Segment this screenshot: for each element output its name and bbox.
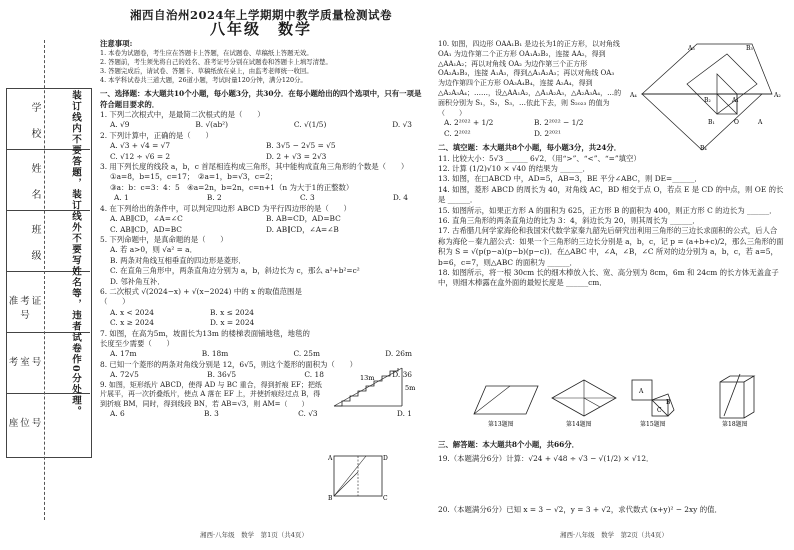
question-11: 11. 比较大小：5√3 ______ 6√2．（用“>”、“<”、“=”填空）	[438, 153, 641, 163]
q8-option-c: C. 18	[304, 370, 324, 380]
q3-option-b: B. 2	[206, 193, 222, 203]
q2-option-c: C. √12 ÷ √6 = 2	[110, 151, 171, 161]
q10-option-c: C. 2²⁰²²	[444, 128, 471, 138]
q3-options	[100, 193, 422, 203]
q6-options	[100, 308, 422, 329]
section3-block	[438, 440, 784, 515]
q5-option-a: A. 若 a>0，则 √a² = a．	[110, 245, 197, 255]
q18-caption: 第18题图	[722, 421, 748, 428]
question-18: 18. 如图所示，将一根 30cm 长的细木棒放入长、宽、高分别为 8cm，6m 和 24cm 的长方体无盖盒子中，则细木棒露在盒外面的最短长度是 ______cm．	[438, 268, 779, 288]
q2-options	[100, 141, 422, 162]
q7-option-b: B. 18m	[201, 349, 229, 359]
notice-4: 4. 本学科试卷共三道大题，26道小题，考试时量120分钟，满分120分。	[100, 76, 307, 85]
q9-option-d: D. 1	[396, 409, 412, 419]
question-3: 3. 用下列长度的线段 a，b，c 首尾相连构成三角形，其中能构成直角三角形的个数是（ ）	[100, 162, 409, 172]
exam-subtitle: 八年级 数学	[209, 20, 312, 39]
binding-line	[44, 40, 45, 520]
q13-caption: 第13题图	[488, 421, 514, 428]
q5-option-d: D. 邻补角互补．	[110, 276, 165, 286]
q3-option-c: C. 3	[299, 193, 315, 203]
q8-option-d: D. 36	[392, 370, 412, 380]
q7-label-height: 5m	[405, 384, 416, 392]
binding-warning: 装订线内不要答题，装订线外不要写姓名等，违者试卷作0分处理。	[70, 90, 81, 418]
q3-option-a: A. 1	[114, 193, 129, 203]
svg-text:A: A	[328, 455, 333, 462]
q2-option-d: D. 2 + √3 = 2√3	[266, 151, 327, 161]
question-12: 12. 计算 (1/2)√10 × √40 的结果为 ______．	[438, 164, 590, 173]
question-9: 9. 如图，矩形纸片 ABCD，使得 AD 与 BC 重合，得到折痕 EF；把纸片展平，再一次折叠纸片，使点 A 落在 EF 上，并使折痕经过点 B，得到折痕 BM，同时，得到线段 BN，若 AB=√3，则 AM=（ ）	[100, 380, 322, 408]
q3-option-d: D. 4	[392, 193, 408, 203]
exam-number-label: 准考证号	[8, 296, 44, 321]
q4-option-b: B. AB=CD，AD=BC	[266, 214, 341, 224]
question-8: 8. 已知一个菱形的两条对角线分别是 12，6√5，则这个菱形的面积为（ ）	[100, 359, 357, 369]
q9-options	[100, 409, 422, 419]
svg-text:B₃: B₃	[746, 45, 753, 52]
q1-option-a: A. √9	[110, 120, 130, 130]
name-label: 姓 名	[29, 163, 40, 202]
q9-rectangle-figure	[328, 452, 388, 500]
school-label: 学 校	[29, 102, 40, 141]
svg-text:C: C	[657, 407, 662, 414]
q10-option-a: A. 2²⁰²² + 1/2	[444, 118, 494, 128]
exam-title: 湘西自治州2024年上学期期中教学质量检测试卷	[129, 8, 392, 22]
q7-options	[100, 349, 422, 359]
binding-strip	[0, 0, 92, 550]
svg-text:B₂: B₂	[704, 97, 711, 104]
q3-line-3: ③a：b：c=3：4：5 ④a=2n，b=2n，c=n+1（n 为大于1的正整数）	[110, 182, 354, 192]
exam-room-label: 考室号	[8, 357, 44, 368]
question-17: 17. 古希腊几何学家海伦和我国宋代数学家秦九韶先后研究出利用三角形的三边长求面积的公式，后人合称为海伦－秦九韶公式：如果一个三角形的三边长分别是 a，b，c，记 p = (a+b+c)/2，那么三角形的面积为 S = √(p(p−a)(p−b)(p−c))．在△ABC 中，∠A，∠B，∠C 所对的边分别为 a，b，c，若 a=5，b=6，c=7，则△ABC 的面积为 ______．	[438, 226, 784, 267]
svg-text:D: D	[383, 455, 388, 462]
svg-text:B: B	[328, 495, 333, 500]
q15-squares-figure	[624, 372, 696, 428]
q7-stairs-figure	[330, 366, 418, 410]
question-19: 19.（本题满分6分）计算：√24 + √48 ÷ √3 − √(1/2) × √12．	[438, 454, 654, 464]
q6-option-b: B. x ≤ 2024	[210, 307, 254, 317]
question-10: 10. 如图，四边形 OAA₁B₁ 是边长为1的正方形，以对角线 OA₁ 为边作第二个正方形 OA₁A₂B₂，连接 AA₂，得到△AA₁A₂；再以对角线 OA₂ 为边作第三个正方形 OA₂A₃B₃，连接 A₁A₃，得到△A₁A₂A₃；再以对角线 OA₃ 为边作第四个正方形 OA₃A₄B₄，连接 A₂A₄，得到△A₂A₃A₄；……，设△AA₁A₂，△A₁A₂A₃，△A₂A₃A₄，…的面积分别为 S₁，S₂，S₃，…依此下去，则 S₂₀₂₃ 的值为（ ）	[438, 40, 622, 117]
svg-text:A: A	[639, 388, 644, 395]
q1-option-c: C. √(1/5)	[293, 120, 327, 130]
q6-option-c: C. x ≥ 2024	[110, 318, 154, 328]
section3-heading: 三、解答题：本大题共8个小题，共66分．	[438, 440, 580, 449]
q1-option-b: B. √(ab²)	[195, 120, 229, 130]
question-15: 15. 如图所示，如果正方形 A 的面积为 625，正方形 B 的面积为 400，则正方形 C 的边长为 ______．	[438, 205, 777, 215]
notice-3: 3. 答题完成后，请试卷、答题卡、草稿纸放在桌上，由监考老师统一收回。	[100, 67, 313, 76]
class-label: 班 级	[29, 224, 40, 263]
q18-box-figure	[700, 372, 780, 428]
question-2: 2. 下列计算中，正确的是（ ）	[100, 130, 213, 140]
q4-option-c: C. AB∥CD，AD=BC	[110, 224, 182, 234]
notice-1: 1. 本卷为试题卷，考生应在答题卡上答题，在试题卷、草稿纸上答题无效。	[100, 49, 313, 58]
page-left	[100, 10, 422, 420]
svg-text:B₄: B₄	[700, 145, 707, 152]
section1-heading: 一、选择题：本大题共10个小题，每小题3分，共30分．在每小题给出的四个选项中，只有一项是符合题目要求的．	[100, 89, 422, 109]
svg-text:C: C	[383, 495, 388, 500]
question-20: 20.（本题满分6分）已知 x = 3 − √2，y = 3 + √2，求代数式 (x+y)² − 2xy 的值．	[438, 504, 722, 514]
q9-option-a: A. 6	[110, 409, 125, 419]
q10-option-b: B. 2²⁰²² − 1/2	[534, 118, 584, 128]
q1-options	[100, 120, 422, 130]
svg-text:O: O	[734, 119, 739, 126]
q8-option-a: A. 72√5	[110, 370, 139, 380]
q7-option-a: A. 17m	[110, 349, 137, 359]
q14-rhombus-figure	[548, 378, 620, 428]
question-7: 7. 如图，在高为5m，坡面长为13m 的楼梯表面铺地毯，地毯的长度至少需要（ ）	[100, 328, 310, 348]
q2-option-b: B. 3√5 − 2√5 = √5	[266, 141, 336, 151]
q4-options	[100, 214, 422, 235]
q4-option-d: D. AB∥CD，∠A=∠B	[266, 224, 339, 234]
q10-squares-figure	[622, 40, 784, 152]
q3-line-2: ①a=8，b=15，c=17； ②a=1，b=√3，c=2；	[110, 172, 278, 182]
svg-text:B: B	[666, 399, 671, 406]
q10-option-d: D. 2²⁰²¹	[534, 128, 561, 138]
q15-caption: 第15题图	[640, 421, 666, 428]
q7-option-d: D. 26m	[385, 349, 412, 359]
q13-parallelogram-figure	[470, 378, 542, 428]
q9-option-b: B. 3	[204, 409, 219, 419]
q8-option-b: B. 36√5	[207, 370, 237, 380]
question-5: 5. 下列命题中，是真命题的是（ ）	[100, 234, 228, 244]
footer-left: 湘西·八年级 数学 第1页（共4页）	[200, 531, 308, 539]
question-14: 14. 如图，菱形 ABCD 的周长为 40，对角线 AC，BD 相交于点 O，若点 E 是 CD 的中点，则 OE 的长是 ______．	[438, 184, 784, 205]
notice-2: 2. 答题前，考生须先将自己的姓名、准考证号分别在试题卷和答题卡上填写清楚。	[100, 58, 332, 67]
q2-option-a: A. √3 + √4 = √7	[110, 141, 171, 151]
q6-option-a: A. x < 2024	[110, 307, 154, 317]
footer-right: 湘西·八年级 数学 第2页（共4页）	[560, 531, 668, 539]
q1-option-d: D. √3	[392, 120, 412, 130]
q4-option-a: A. AB∥CD，∠A=∠C	[110, 214, 183, 224]
seat-number-label: 座位号	[8, 418, 44, 429]
notice-title: 注意事项:	[100, 38, 133, 48]
q5-option-b: B. 两条对角线互相垂直的四边形是菱形．	[110, 255, 246, 265]
q7-label-slope: 13m	[360, 374, 375, 382]
q7-option-c: C. 25m	[293, 349, 320, 359]
svg-text:A₄: A₄	[630, 92, 637, 99]
svg-text:A₂: A₂	[774, 92, 781, 99]
svg-text:A₃: A₃	[688, 45, 695, 52]
q9-option-c: C. √3	[298, 409, 318, 419]
svg-text:B₁: B₁	[708, 119, 715, 126]
svg-text:A: A	[758, 119, 763, 126]
q14-caption: 第14题图	[566, 421, 592, 428]
question-13: 13. 如图，在□ABCD 中，AD=5，AB=3，BE 平分∠ABC，则 DE=______．	[438, 174, 702, 184]
section2-heading: 二、填空题：本大题共8个小题，每小题3分，共24分．	[438, 143, 622, 153]
question-1: 1. 下列二次根式中，是最简二次根式的是（ ）	[100, 110, 265, 120]
q6-option-d: D. x = 2024	[210, 318, 255, 328]
svg-text:A₁: A₁	[732, 97, 739, 104]
q5-option-c: C. 在直角三角形中，两条直角边分别为 a，b，斜边长为 c，那么 a²+b²=c²	[110, 266, 360, 276]
question-16: 16. 直角三角形的两条直角边的比为 3：4，斜边长为 20，则其周长为 ______．	[438, 216, 700, 226]
question-6: 6. 二次根式 √(2024−x) + √(x−2024) 中的 x 的取值范围是（ ）	[100, 286, 302, 307]
question-4: 4. 在下列给出的条件中，可以判定四边形 ABCD 为平行四边形的是（ ）	[100, 203, 351, 213]
